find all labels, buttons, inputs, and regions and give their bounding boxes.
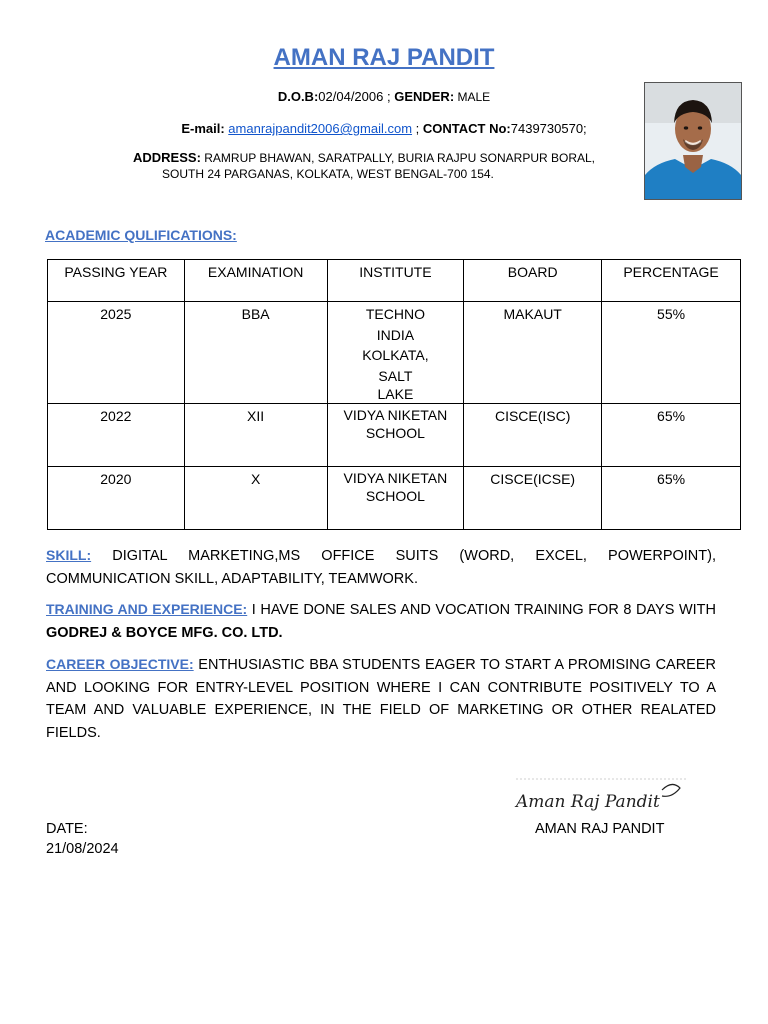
institute-line: KOLKATA, <box>362 347 429 363</box>
training-paragraph <box>46 598 716 644</box>
address-label: ADDRESS: <box>133 150 201 165</box>
column-header: INSTITUTE <box>327 260 464 302</box>
training-text: I HAVE DONE SALES AND VOCATION TRAINING FOR 8 DAYS WITH <box>247 602 716 618</box>
email-link[interactable]: amanrajpandit2006@gmail.com <box>228 121 413 136</box>
column-header: EXAMINATION <box>184 260 327 302</box>
column-header: BOARD <box>464 260 602 302</box>
career-text: ENTHUSIASTIC BBA STUDENTS EAGER TO START A PROMISING CAREER AND LOOKING FOR ENTRY-LEVEL POSITION WHERE I CAN CONTRIBUTE POSITIVELY TO A TEAM AND VALUABLE EXPERIENCE, IN THE FIELD OF MARKETING OR OTHER REALATED FIELDS. <box>46 657 716 741</box>
signature-script: Aman Raj Pandit <box>516 792 660 812</box>
table-header-row <box>48 260 741 302</box>
contact-label: CONTACT No: <box>422 121 511 136</box>
career-label: CAREER OBJECTIVE: <box>46 656 194 672</box>
column-header: PERCENTAGE <box>602 260 741 302</box>
institute-line: SCHOOL <box>365 488 425 504</box>
board-cell: CISCE(ICSE) <box>464 467 602 530</box>
date-label: DATE: <box>46 821 88 837</box>
email-label: E-mail: <box>181 121 225 136</box>
person-portrait-icon <box>645 83 741 199</box>
gender-label: GENDER: <box>394 89 455 104</box>
separator: ; <box>412 121 423 136</box>
percentage-cell: 55% <box>602 302 741 404</box>
date-value: 21/08/2024 <box>46 841 119 857</box>
career-paragraph <box>46 653 716 744</box>
profile-photo <box>644 82 742 200</box>
board-cell: CISCE(ISC) <box>464 404 602 467</box>
training-company: GODREJ & BOYCE MFG. CO. LTD. <box>46 624 283 641</box>
dob-value: 02/04/2006 <box>318 89 384 104</box>
address-line-2: SOUTH 24 PARGANAS, KOLKATA, WEST BENGAL-700 154. <box>162 167 494 181</box>
percentage-cell: 65% <box>602 404 741 467</box>
institute-line: TECHNO <box>365 306 425 322</box>
institute-line: VIDYA NIKETAN <box>343 407 448 423</box>
table-row <box>48 404 741 467</box>
institute-cell <box>327 404 464 467</box>
address-line-1 <box>133 150 595 165</box>
institute-line: INDIA <box>376 326 415 343</box>
year-cell: 2022 <box>48 404 185 467</box>
date-block <box>46 819 119 859</box>
board-cell: MAKAUT <box>464 302 602 404</box>
signature <box>512 776 692 820</box>
year-cell: 2020 <box>48 467 185 530</box>
academic-table <box>47 259 741 530</box>
year-cell: 2025 <box>48 302 185 404</box>
institute-line: SCHOOL <box>365 425 425 441</box>
institute-cell <box>327 302 464 404</box>
dob-label: D.O.B: <box>277 89 319 104</box>
percentage-cell: 65% <box>602 467 741 530</box>
institute-line: VIDYA NIKETAN <box>343 470 448 486</box>
gender-value: MALE <box>454 90 491 104</box>
training-label: TRAINING AND EXPERIENCE: <box>46 601 248 617</box>
handwritten-signature-icon <box>512 776 692 820</box>
exam-cell: X <box>184 467 327 530</box>
candidate-name: AMAN RAJ PANDIT <box>273 44 495 71</box>
table-row <box>48 467 741 530</box>
exam-cell: BBA <box>184 302 327 404</box>
skill-text: DIGITAL MARKETING,MS OFFICE SUITS (WORD, EXCEL, POWERPOINT), COMMUNICATION SKILL, ADAPTABILITY, TEAMWORK. <box>46 548 716 587</box>
column-header: PASSING YEAR <box>48 260 185 302</box>
skill-paragraph <box>46 544 716 590</box>
address-text-1: RAMRUP BHAWAN, SARATPALLY, BURIA RAJPU SONARPUR BORAL, <box>200 151 596 165</box>
separator: ; <box>383 89 395 104</box>
exam-cell: XII <box>184 404 327 467</box>
table-row <box>48 302 741 404</box>
institute-line: LAKE <box>377 386 414 402</box>
academic-section-title: ACADEMIC QULIFICATIONS: <box>45 227 237 243</box>
skill-label: SKILL: <box>46 547 92 563</box>
contact-value: 7439730570; <box>510 121 587 136</box>
signatory-name: AMAN RAJ PANDIT <box>535 821 665 837</box>
institute-line: SALT <box>378 367 413 384</box>
institute-cell <box>327 467 464 530</box>
